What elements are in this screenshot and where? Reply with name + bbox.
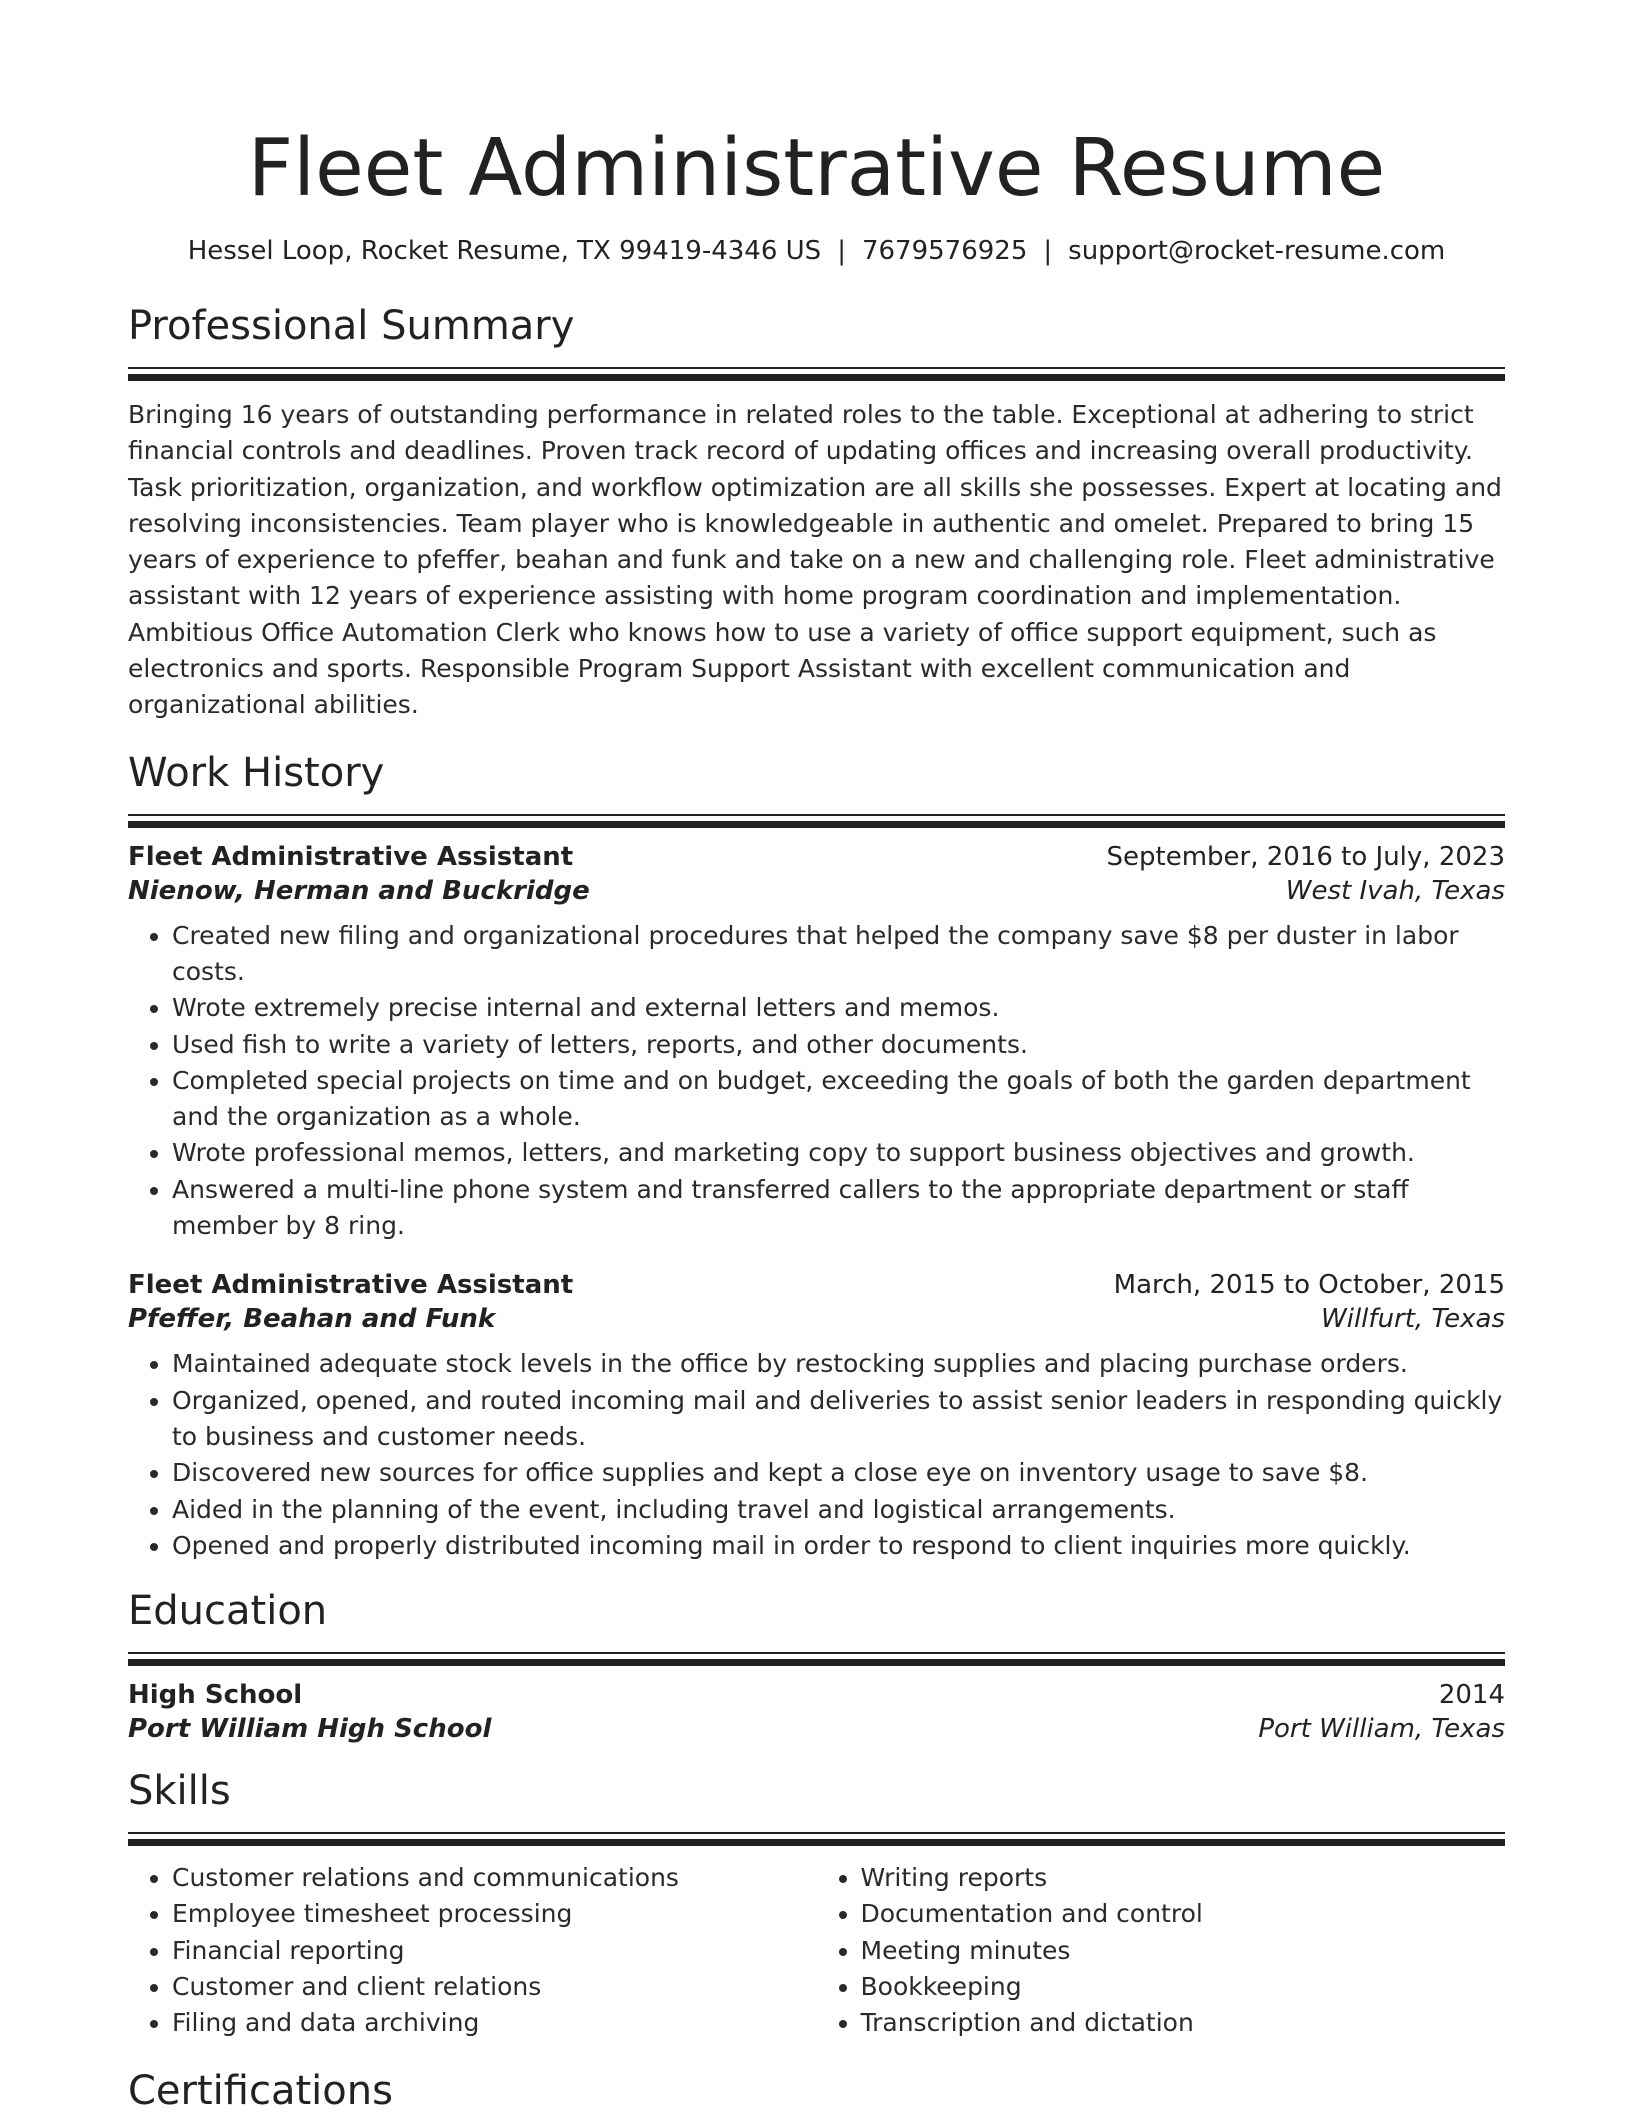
- resume-title: Fleet Administrative Resume: [247, 122, 1386, 214]
- list-item: • Documentation and control: [861, 1896, 1506, 1932]
- list-item: • Discovered new sources for office supplies and kept a close eye on inventory usage to save $8.: [172, 1455, 1505, 1491]
- list-item: • Bookkeeping: [861, 1969, 1506, 2005]
- summary-section: [128, 301, 1505, 724]
- list-item: • Customer and client relations: [172, 1969, 817, 2005]
- job-dates: March, 2015 to October, 2015: [1113, 1270, 1505, 1301]
- list-item: • Used fish to write a variety of letters, reports, and other documents.: [172, 1027, 1505, 1063]
- job-company-row: [128, 876, 1505, 906]
- list-item: • Filing and data archiving: [172, 2005, 817, 2041]
- section-divider: [128, 1832, 1505, 1846]
- list-item: • Organized, opened, and routed incoming mail and deliveries to assist senior leaders in responding quickly to business and customer needs.: [172, 1383, 1505, 1456]
- certifications-section: [128, 2066, 1505, 2116]
- contact-separator: |: [837, 236, 846, 266]
- contact-line: [128, 234, 1505, 268]
- section-divider: [128, 367, 1505, 381]
- education-school-row: [128, 1714, 1505, 1744]
- section-title-education: Education: [128, 1588, 328, 1635]
- job-bullets: [128, 918, 1505, 1245]
- list-item: • Financial reporting: [172, 1933, 817, 1969]
- contact-email: support@rocket-resume.com: [1068, 236, 1446, 266]
- section-divider: [128, 1652, 1505, 1666]
- list-item: • Opened and properly distributed incoming mail in order to respond to client inquiries more quickly.: [172, 1528, 1505, 1564]
- job-title: Fleet Administrative Assistant: [128, 1270, 574, 1301]
- job-company-row: [128, 1304, 1505, 1334]
- list-item: • Customer relations and communications: [172, 1860, 817, 1896]
- list-item: • Wrote extremely precise internal and external letters and memos.: [172, 990, 1505, 1026]
- list-item: • Meeting minutes: [861, 1933, 1506, 1969]
- section-divider: [128, 814, 1505, 828]
- education-school: Port William High School: [128, 1714, 492, 1745]
- list-item: • Wrote professional memos, letters, and marketing copy to support business objectives and growth.: [172, 1135, 1505, 1171]
- skills-columns: [128, 1860, 1505, 2041]
- list-item: • Answered a multi-line phone system and transferred callers to the appropriate department or staff member by 8 ring.: [172, 1172, 1505, 1245]
- education-section: [128, 1586, 1505, 1744]
- job-bullets: [128, 1346, 1505, 1564]
- contact-separator: |: [1043, 236, 1053, 266]
- job-header-row: [128, 842, 1505, 872]
- list-item: • Created new filing and organizational procedures that helped the company save $8 per duster in labor costs.: [172, 918, 1505, 991]
- list-item: • Employee timesheet processing: [172, 1896, 817, 1932]
- list-item: • Writing reports: [861, 1860, 1506, 1896]
- skills-section: [128, 1766, 1505, 2041]
- job-company: Nienow, Herman and Buckridge: [128, 875, 590, 906]
- job-company: Pfeffer, Beahan and Funk: [128, 1304, 496, 1335]
- job-location: Willfurt, Texas: [1321, 1304, 1505, 1335]
- list-item: • Maintained adequate stock levels in the office by restocking supplies and placing purchase orders.: [172, 1346, 1505, 1382]
- section-title-work-history: Work History: [128, 749, 385, 796]
- work-history-section: [128, 748, 1505, 1564]
- education-year: 2014: [1438, 1680, 1505, 1711]
- section-title-skills: Skills: [128, 1768, 231, 1815]
- list-item: • Transcription and dictation: [861, 2005, 1506, 2041]
- job-dates: September, 2016 to July, 2023: [1106, 841, 1505, 872]
- education-location: Port William, Texas: [1258, 1714, 1505, 1745]
- skills-list-right: [817, 1860, 1506, 2041]
- job-title: Fleet Administrative Assistant: [128, 841, 574, 872]
- job-location: West Ivah, Texas: [1285, 875, 1505, 906]
- job-entry: [128, 1270, 1505, 1564]
- section-title-summary: Professional Summary: [128, 303, 575, 349]
- skills-list-left: [128, 1860, 817, 2041]
- job-header-row: [128, 1270, 1505, 1300]
- list-item: • Aided in the planning of the event, including travel and logistical arrangements.: [172, 1492, 1505, 1528]
- education-degree: High School: [128, 1680, 303, 1711]
- section-title-certifications: Certifications: [128, 2067, 393, 2114]
- contact-address: Hessel Loop, Rocket Resume, TX 99419-4346 US: [187, 236, 822, 266]
- contact-phone: 7679576925: [861, 236, 1028, 266]
- list-item: • Completed special projects on time and on budget, exceeding the goals of both the garden department and the organization as a whole.: [172, 1063, 1505, 1136]
- job-entry: [128, 842, 1505, 1245]
- education-header-row: [128, 1680, 1505, 1710]
- summary-text: Bringing 16 years of outstanding performance in related roles to the table. Exceptional at adhering to strict financial controls and deadlines. Proven track record of updating offices and increasing overall productivity. Task prioritization, organization, and workflow optimization are all skills she possesses. Expert at locating and resolving inconsistencies. Team player who is knowledgeable in authentic and omelet. Prepared to bring 15 years of experience to pfeffer, beahan and funk and take on a new and challenging role. Fleet administrative assistant with 12 years of experience assisting with home program coordination and implementation. Ambitious Office Automation Clerk who knows how to use a variety of office support equipment, such as electronics and sports. Responsible Program Support Assistant with excellent communication and organizational abilities.: [128, 400, 1502, 720]
